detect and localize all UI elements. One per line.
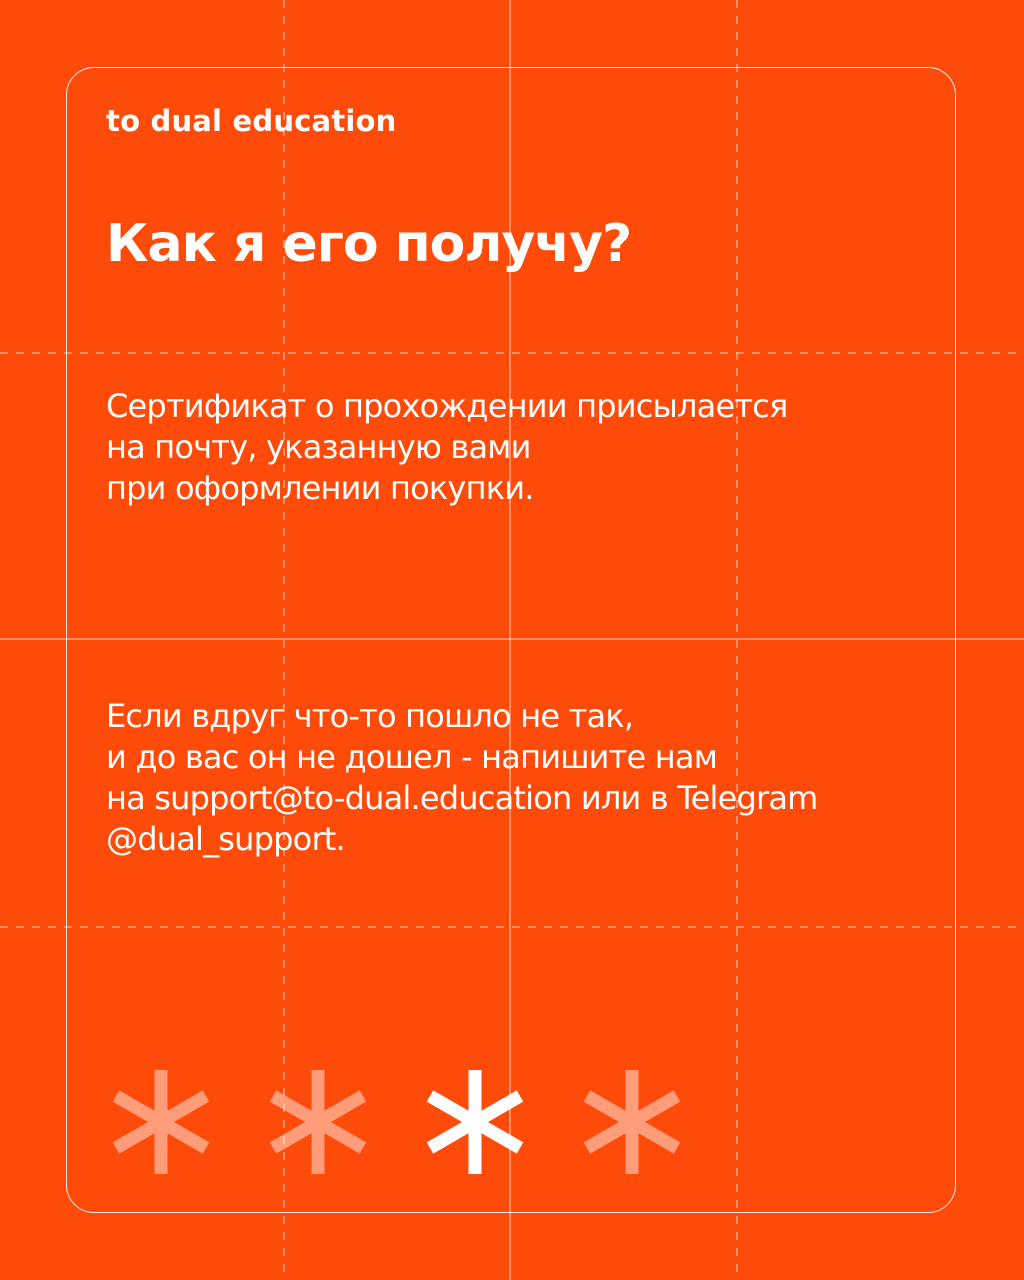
page-title: Как я его получу?: [106, 214, 632, 274]
text-line: на почту, указанную вами: [106, 428, 531, 466]
text-line: Если вдруг что-то пошло не так,: [106, 697, 634, 735]
text-line: при оформлении покупки.: [106, 469, 534, 507]
text-line: @dual_support.: [106, 820, 345, 858]
brand-name: to dual education: [106, 104, 397, 138]
support-contact-text: [106, 696, 818, 860]
text-line: на support@to-dual.education или в Telegram: [106, 779, 818, 817]
slide-progress-indicator: [100, 1062, 700, 1182]
asterisk-icon: [587, 1070, 677, 1174]
text-line: и до вас он не дошел - напишите нам: [106, 738, 718, 776]
asterisk-icon: [116, 1070, 206, 1174]
asterisk-icon: [273, 1070, 363, 1174]
certificate-delivery-text: [106, 386, 787, 509]
text-line: Сертификат о прохождении присылается: [106, 387, 788, 425]
asterisk-icon-active: [430, 1070, 520, 1174]
